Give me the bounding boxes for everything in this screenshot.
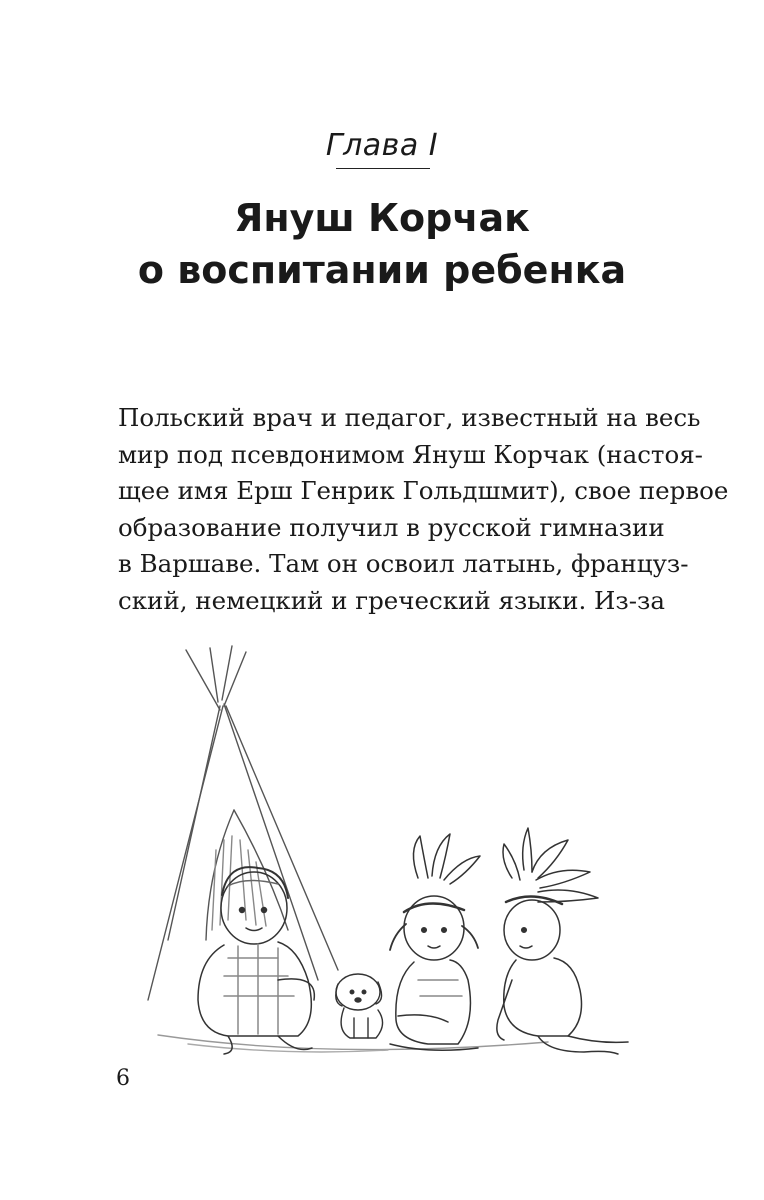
chapter-title-line-2: о воспитании ребенка — [137, 248, 627, 292]
body-line-1: Польский врач и педагог, известный на весь — [118, 403, 701, 432]
body-line-2: мир под псевдонимом Януш Корчак (настоя- — [118, 439, 703, 469]
body-paragraph — [118, 400, 729, 620]
page-number: 6 — [116, 1066, 130, 1091]
body-line-3: щее имя Ерш Генрик Гольдшмит), свое первое — [118, 476, 729, 506]
chapter-label: Глава I — [325, 128, 439, 163]
chapter-underline — [336, 168, 430, 169]
chapter-title — [0, 192, 764, 296]
body-line-5: в Варшаве. Там он освоил латынь, француз- — [118, 549, 689, 579]
body-line-4: образование получил в русской гимназии — [118, 512, 665, 542]
chapter-title-line-1: Януш Корчак — [234, 196, 530, 240]
body-line-6: ский, немецкий и греческий языки. Из-за — [118, 585, 665, 615]
children-tipi-sketch-icon — [128, 640, 648, 1070]
